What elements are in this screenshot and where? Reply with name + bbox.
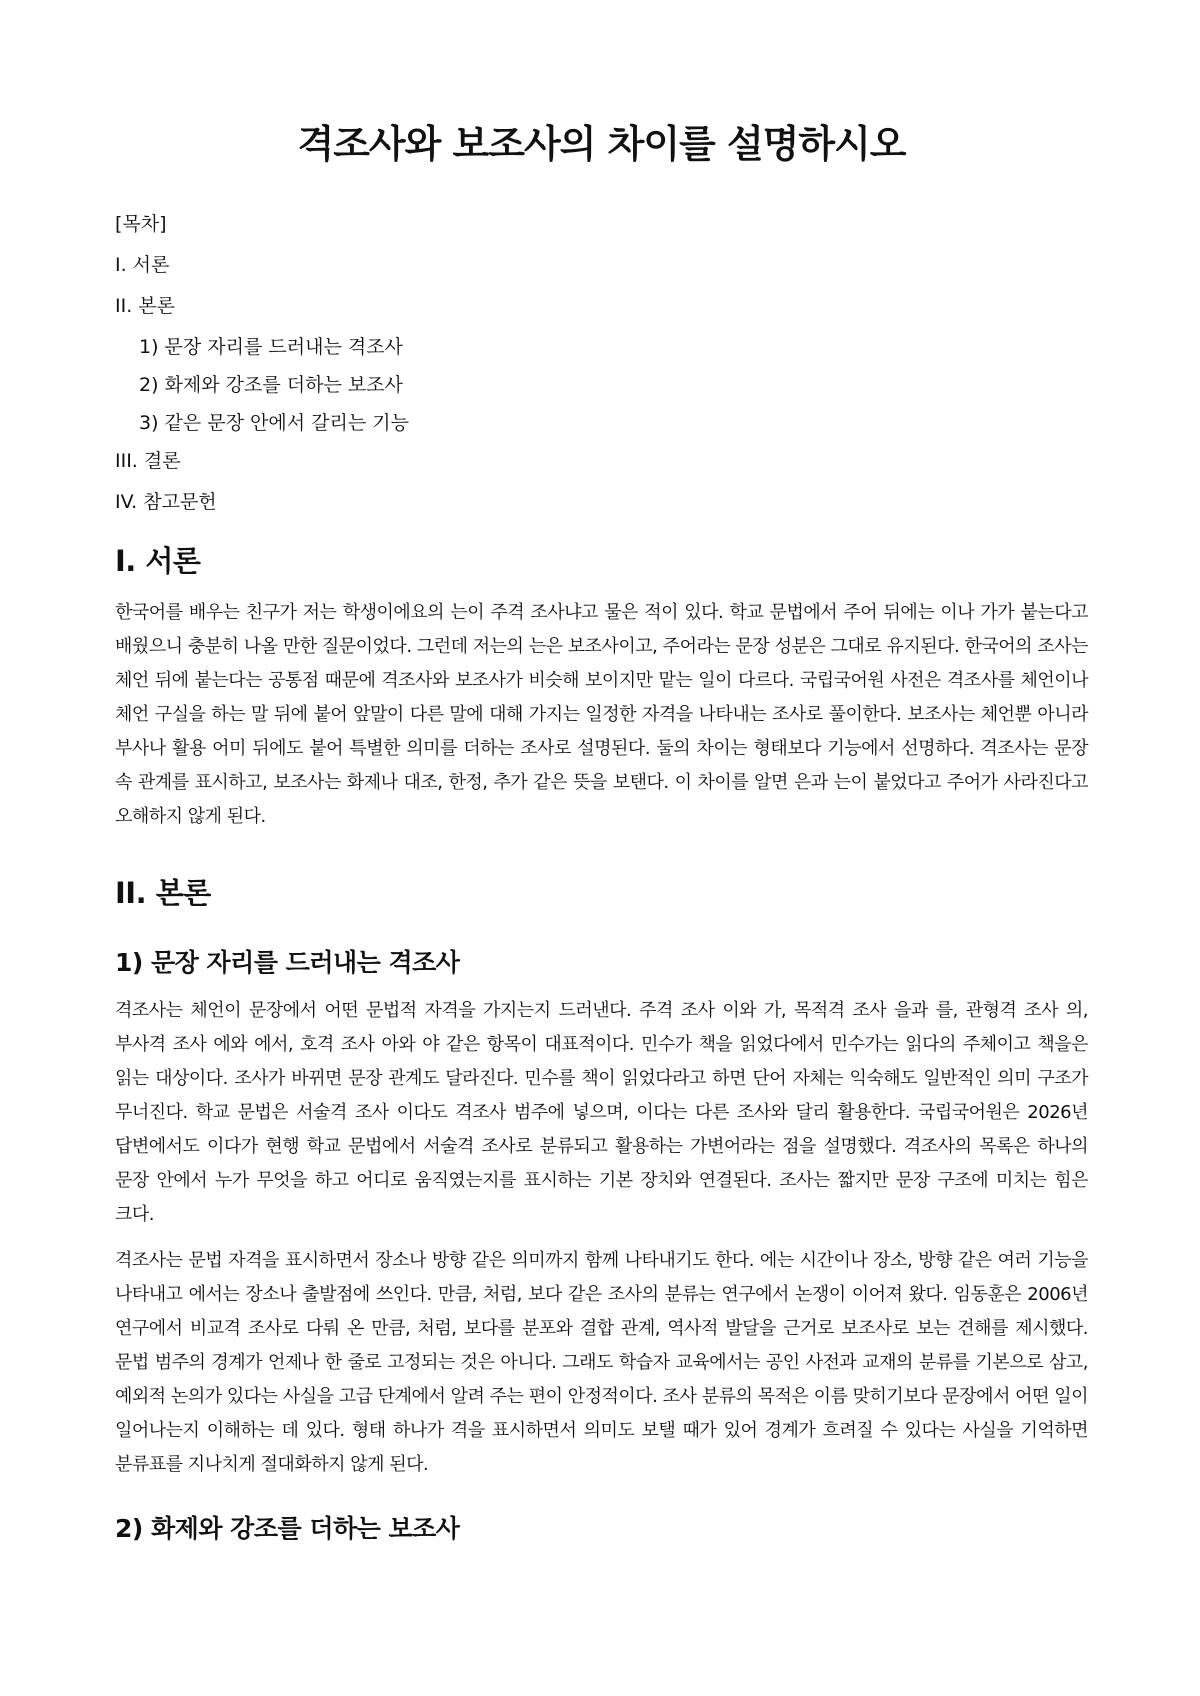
section-spacer (115, 846, 1088, 874)
intro-paragraph: 한국어를 배우는 친구가 저는 학생이에요의 는이 주격 조사냐고 물은 적이 있다. 학교 문법에서 주어 뒤에는 이나 가가 붙는다고 배웠으니 충분히 나올 만한 질문이었다. 그런데 저는의 는은 보조사이고, 주어라는 문장 성분은 그대로 유지된다. 한국어의 조사는 체언 뒤에 붙는다는 공통점 때문에 격조사와 보조사가 비슷해 보이지만 맡는 일이 다르다. 국립국어원 사전은 격조사를 체언이나 체언 구실을 하는 말 뒤에 붙어 앞말이 다른 말에 대해 가지는 일정한 자격을 나타내는 조사로 풀이한다. 보조사는 체언뿐 아니라 부사나 활용 어미 뒤에도 붙어 특별한 의미를 더하는 조사로 설명된다. 둘의 차이는 형태보다 기능에서 선명하다. 격조사는 문장 속 관계를 표시하고, 보조사는 화제나 대조, 한정, 추가 같은 뜻을 보탠다. 이 차이를 알면 은과 는이 붙었다고 주어가 사라진다고 오해하지 않게 된다. (115, 602, 1088, 827)
subsection-spacer (115, 928, 1088, 946)
toc-item-body-1: 1) 문장 자리를 드러내는 격조사 (139, 336, 403, 358)
toc-item-body-3: 3) 같은 문장 안에서 갈리는 기능 (139, 412, 409, 434)
toc-heading: [목차] (115, 213, 167, 235)
section2-heading: 2) 화제와 강조를 더하는 보조사 (115, 1514, 460, 1543)
toc-item-intro: I. 서론 (115, 254, 170, 276)
table-of-contents (115, 212, 1088, 514)
body-heading: II. 본론 (115, 876, 211, 910)
toc-item-body-2: 2) 화제와 강조를 더하는 보조사 (139, 374, 403, 396)
document-title: 격조사와 보조사의 차이를 설명하시오 (297, 122, 906, 166)
section1-heading: 1) 문장 자리를 드러내는 격조사 (115, 948, 460, 977)
intro-heading: I. 서론 (115, 544, 201, 578)
section1-paragraph-1: 격조사는 체언이 문장에서 어떤 문법적 자격을 가지는지 드러낸다. 주격 조사 이와 가, 목적격 조사 을과 를, 관형격 조사 의, 부사격 조사 에와 에서, 호격 조사 아와 야 같은 항목이 대표적이다. 민수가 책을 읽었다에서 민수가는 읽다의 주체이고 책을은 읽는 대상이다. 조사가 바뀌면 문장 관계도 달라진다. 민수를 책이 읽었다라고 하면 단어 자체는 익숙해도 일반적인 의미 구조가 무너진다. 학교 문법은 서술격 조사 이다도 격조사 범주에 넣으며, 이다는 다른 조사와 달리 활용한다. 국립국어원은 2026년 답변에서도 이다가 현행 학교 문법에서 서술격 조사로 분류되고 활용하는 가변어라는 점을 설명했다. 격조사의 목록은 하나의 문장 안에서 누가 무엇을 하고 어디로 움직였는지를 표시하는 기본 장치와 연결된다. 조사는 짧지만 문장 구조에 미치는 힘은 크다. (115, 1000, 1088, 1225)
subsection-spacer (115, 1494, 1088, 1512)
toc-item-references: IV. 참고문헌 (115, 491, 217, 513)
toc-item-body: II. 본론 (115, 295, 175, 317)
toc-item-conclusion: III. 결론 (115, 450, 181, 472)
section1-paragraph-2: 격조사는 문법 자격을 표시하면서 장소나 방향 같은 의미까지 함께 나타내기도 한다. 에는 시간이나 장소, 방향 같은 여러 기능을 나타내고 에서는 장소나 출발점에 쓰인다. 만큼, 처럼, 보다 같은 조사의 분류는 연구에서 논쟁이 이어져 왔다. 임동훈은 2006년 연구에서 비교격 조사로 다뤄 온 만큼, 처럼, 보다를 분포와 결합 관계, 역사적 발달을 근거로 보조사로 보는 견해를 제시했다. 문법 범주의 경계가 언제나 한 줄로 고정되는 것은 아니다. 그래도 학습자 교육에서는 공인 사전과 교재의 분류를 기본으로 삼고, 예외적 논의가 있다는 사실을 고급 단계에서 알려 주는 편이 안정적이다. 조사 분류의 목적은 이름 맞히기보다 문장에서 어떤 일이 일어나는지 이해하는 데 있다. 형태 하나가 격을 표시하면서 의미도 보탤 때가 있어 경계가 흐려질 수 있다는 사실을 기억하면 분류표를 지나치게 절대화하지 않게 된다. (115, 1250, 1088, 1475)
